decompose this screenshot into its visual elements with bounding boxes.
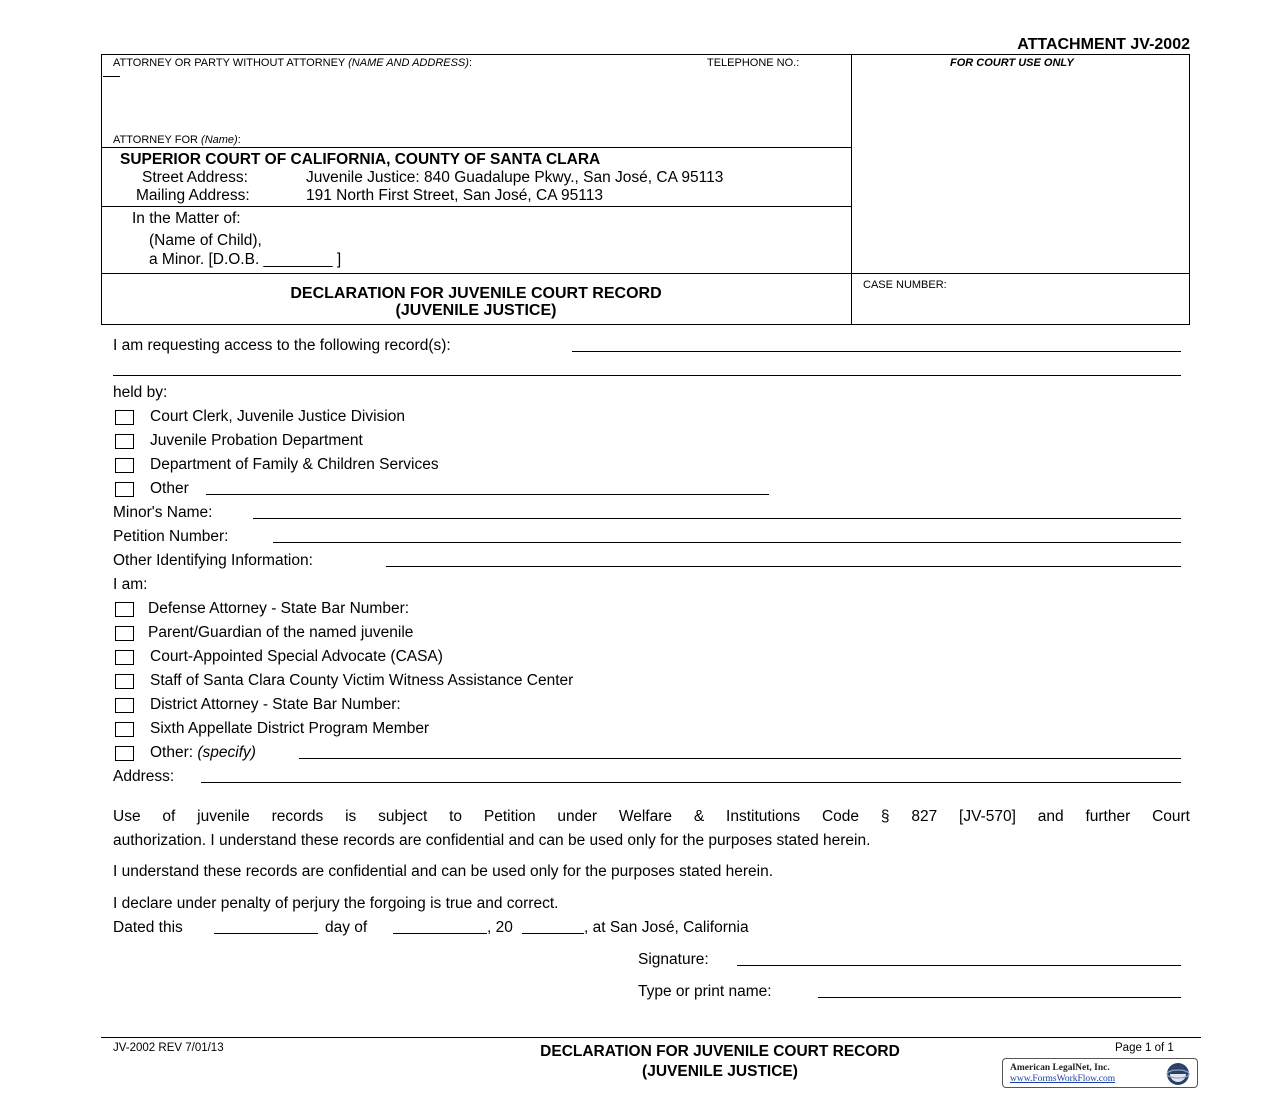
minor-name-label: Minor's Name:: [113, 504, 213, 521]
i-am-label: I am:: [113, 576, 148, 593]
option-casa: Court-Appointed Special Advocate (CASA): [150, 648, 443, 665]
at-san-jose-label: , at San José, California: [584, 919, 749, 936]
option-victim-witness: Staff of Santa Clara County Victim Witness Assistance Center: [150, 672, 574, 689]
checkbox-parent-guardian[interactable]: [115, 626, 134, 641]
checkbox-court-clerk[interactable]: [115, 410, 134, 425]
checkbox-casa[interactable]: [115, 650, 134, 665]
year-prefix-label: , 20: [487, 919, 513, 936]
dated-year-line[interactable]: [522, 933, 584, 934]
print-name-label: Type or print name:: [638, 983, 772, 1000]
footer-form-rev: JV-2002 REV 7/01/13: [113, 1042, 224, 1054]
matter-of: In the Matter of:: [132, 210, 241, 227]
request-label: I am requesting access to the following record(s):: [113, 337, 451, 354]
minor-dob: a Minor. [D.O.B. ________ ]: [149, 251, 342, 268]
other-info-label: Other Identifying Information:: [113, 552, 313, 569]
footer-title-line2: (JUVENILE JUSTICE): [642, 1063, 798, 1080]
petition-number-label: Petition Number:: [113, 528, 229, 545]
globe-icon: [1160, 1061, 1196, 1087]
option-defense-attorney: Defense Attorney - State Bar Number:: [148, 600, 410, 617]
address-label: Address:: [113, 768, 175, 785]
footer-page: Page 1 of 1: [1115, 1042, 1174, 1054]
dated-day-line[interactable]: [214, 933, 318, 934]
option-i-am-other: Other: (specify): [150, 744, 256, 761]
mailing-address-value: 191 North First Street, San José, CA 95113: [306, 187, 603, 204]
request-line-2[interactable]: [113, 375, 1181, 376]
checkbox-appellate[interactable]: [115, 722, 134, 737]
dated-this-label: Dated this: [113, 919, 183, 936]
name-of-child: (Name of Child),: [149, 232, 262, 249]
option-held-other: Other: [150, 480, 189, 497]
paragraph-2: I understand these records are confidential and can be used only for the purposes stated herein.: [113, 863, 774, 880]
american-legalnet-logo[interactable]: [1002, 1058, 1198, 1088]
telephone-label: TELEPHONE NO.:: [707, 57, 800, 69]
option-court-clerk: Court Clerk, Juvenile Justice Division: [150, 408, 405, 425]
petition-number-line[interactable]: [273, 542, 1181, 543]
day-of-label: day of: [325, 919, 368, 936]
attorney-label: ATTORNEY OR PARTY WITHOUT ATTORNEY (NAME AND ADDRESS):: [113, 57, 472, 69]
minor-name-line[interactable]: [253, 518, 1181, 519]
checkbox-defense-attorney[interactable]: [115, 602, 134, 617]
signature-label: Signature:: [638, 951, 709, 968]
court-name: SUPERIOR COURT OF CALIFORNIA, COUNTY OF SANTA CLARA: [120, 151, 601, 168]
header-divider-vertical: [851, 54, 852, 325]
checkbox-district-attorney[interactable]: [115, 698, 134, 713]
i-am-other-line[interactable]: [299, 758, 1181, 759]
other-info-line[interactable]: [386, 566, 1181, 567]
street-address-value: Juvenile Justice: 840 Guadalupe Pkwy., San José, CA 95113: [306, 169, 724, 186]
form-title-line2: (JUVENILE JUSTICE): [395, 302, 557, 319]
checkbox-victim-witness[interactable]: [115, 674, 134, 689]
footer-rule: [101, 1037, 1201, 1038]
checkbox-dfcs[interactable]: [115, 458, 134, 473]
signature-line[interactable]: [737, 965, 1181, 966]
footer-title-line1: DECLARATION FOR JUVENILE COURT RECORD: [540, 1043, 900, 1060]
street-address-label: Street Address:: [142, 169, 248, 186]
mailing-address-label: Mailing Address:: [136, 187, 250, 204]
dated-month-line[interactable]: [393, 933, 487, 934]
paragraph-1-line2: authorization. I understand these records are confidential and can be used only for the purposes stated herein.: [113, 832, 871, 849]
option-dfcs: Department of Family & Children Services: [150, 456, 439, 473]
address-line[interactable]: [201, 782, 1181, 783]
form-title: [101, 285, 851, 319]
header-divider-court: [101, 206, 851, 207]
print-name-line[interactable]: [818, 997, 1181, 998]
option-appellate: Sixth Appellate District Program Member: [150, 720, 430, 737]
checkbox-probation[interactable]: [115, 434, 134, 449]
form-title-line1: DECLARATION FOR JUVENILE COURT RECORD: [290, 285, 662, 302]
court-use-label: FOR COURT USE ONLY: [950, 57, 1074, 69]
held-by-label: held by:: [113, 384, 168, 401]
option-parent-guardian: Parent/Guardian of the named juvenile: [148, 624, 414, 641]
attorney-for-label: ATTORNEY FOR (Name):: [113, 134, 241, 146]
held-other-line[interactable]: [206, 494, 769, 495]
paragraph-1-line1: Use of juvenile records is subject to Petition under Welfare & Institutions Code § 827 [JV-570] and further Court: [113, 808, 1190, 825]
case-number-label: CASE NUMBER:: [863, 279, 947, 291]
option-probation: Juvenile Probation Department: [150, 432, 363, 449]
small-tick: [103, 76, 120, 77]
request-line-1[interactable]: [572, 351, 1181, 352]
logo-name: American LegalNet, Inc.: [1010, 1063, 1110, 1073]
footer-title: [420, 1042, 1020, 1082]
declaration-statement: I declare under penalty of perjury the forgoing is true and correct.: [113, 895, 559, 912]
checkbox-held-other[interactable]: [115, 482, 134, 497]
option-district-attorney: District Attorney - State Bar Number:: [150, 696, 401, 713]
paragraph-1: [113, 805, 1190, 853]
attachment-title: ATTACHMENT JV-2002: [1017, 36, 1190, 53]
header-divider-title: [101, 273, 1190, 274]
logo-url[interactable]: www.FormsWorkFlow.com: [1010, 1074, 1116, 1084]
checkbox-i-am-other[interactable]: [115, 746, 134, 761]
header-divider-attorney: [101, 147, 851, 148]
